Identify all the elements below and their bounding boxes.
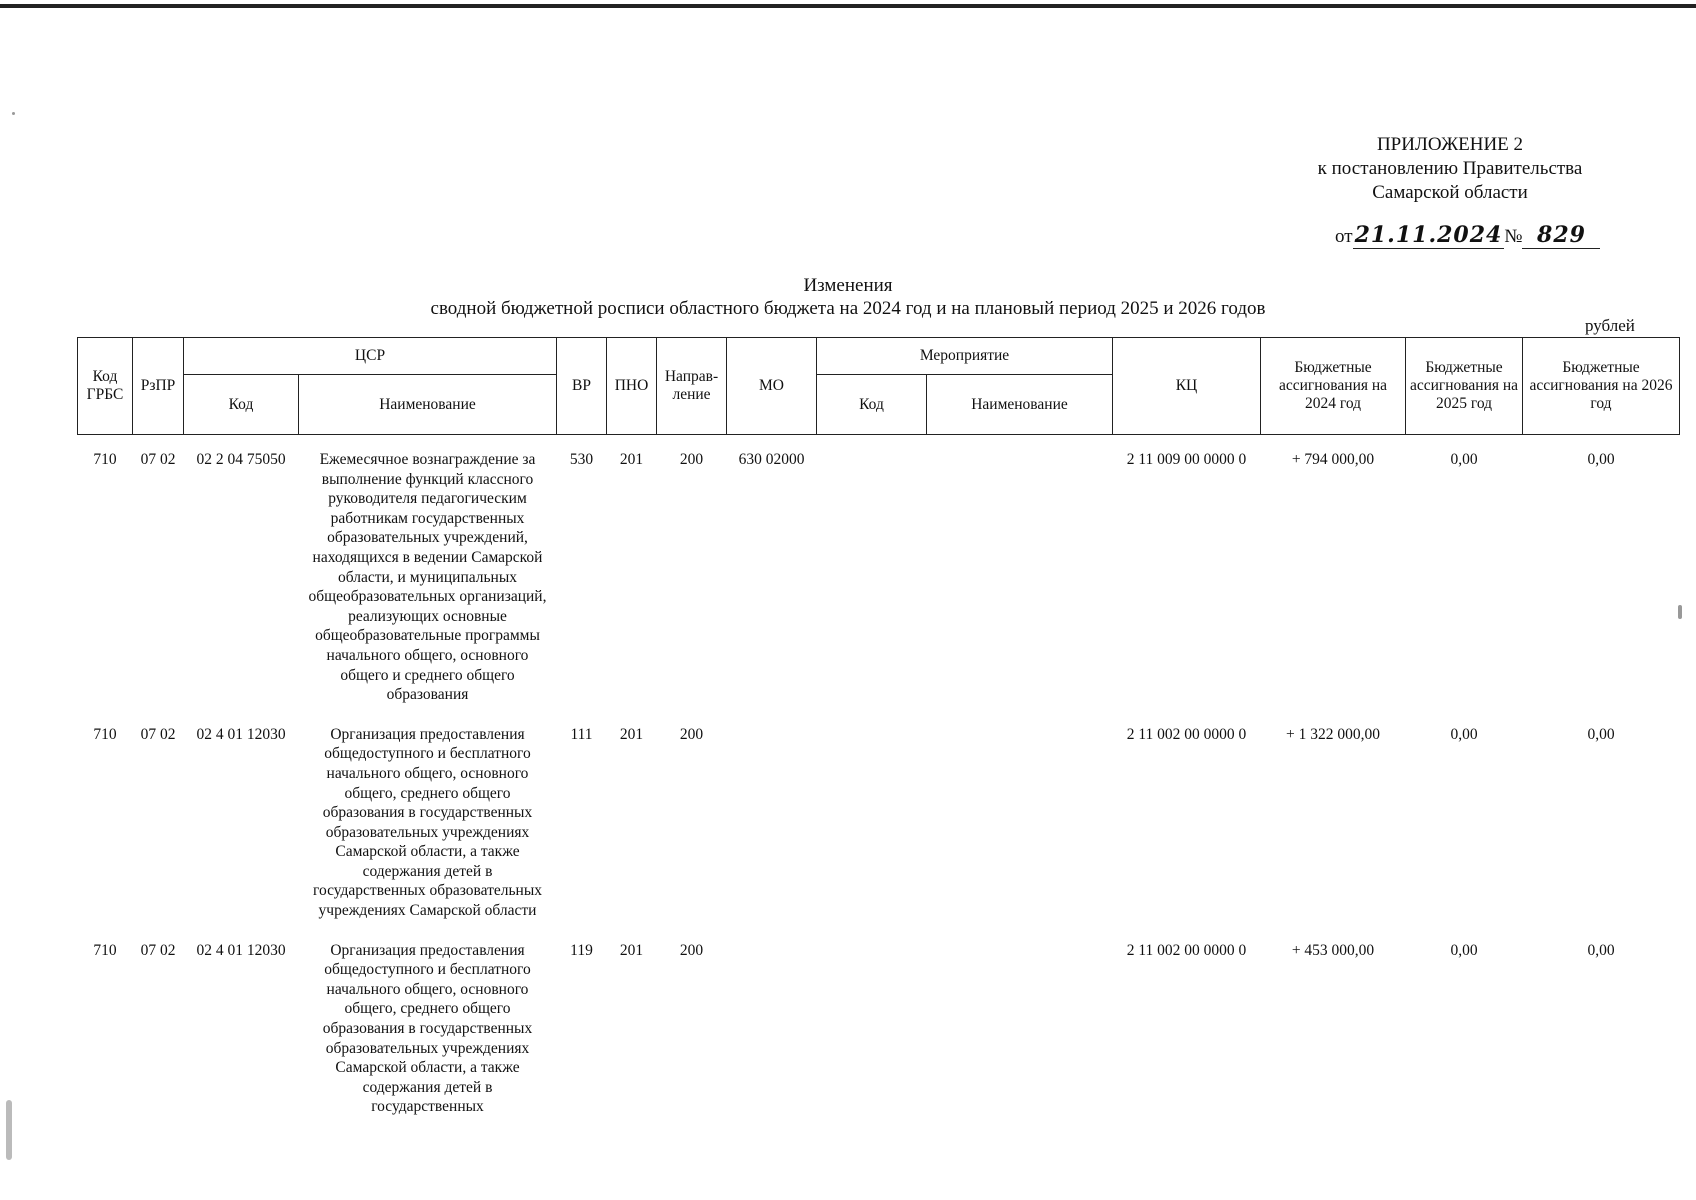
scan-speck: [6, 1100, 12, 1160]
cell-budget-2026: 0,00: [1587, 941, 1615, 959]
col-event-code: Код: [817, 375, 927, 435]
col-direction: Направ-ление: [657, 338, 727, 435]
col-csr-code: Код: [184, 375, 299, 435]
spacer-cell: [78, 705, 1680, 725]
cell-mo: [727, 725, 817, 921]
cell-rzpr: 07 02: [140, 725, 176, 743]
col-budget-2026: Бюджетные ассигнования на 2026 год: [1523, 338, 1680, 435]
spacer-cell: [78, 921, 1680, 941]
spacer-row: [78, 705, 1680, 725]
cell-budget-2025: 0,00: [1450, 725, 1478, 743]
col-grbs: Код ГРБС: [78, 338, 133, 435]
cell-csr-name: Организация предоставления общедоступного и бесплатного начального общего, основного общего, среднего общего образования в государственных образовательных учреждениях Самарской области, а также содержания детей в государственных образовательных учреждениях Самарской области: [312, 725, 543, 920]
col-vr: ВР: [557, 338, 607, 435]
budget-changes-table: [77, 337, 1680, 1117]
cell-rzpr: 07 02: [140, 941, 176, 959]
cell-csr-code: 02 4 01 12030: [196, 725, 286, 743]
cell-grbs: 710: [93, 725, 117, 743]
cell-vr: 119: [570, 941, 593, 959]
cell-budget-2024: + 794 000,00: [1291, 451, 1375, 468]
cell-direction: 200: [679, 725, 704, 743]
units-label: рублей: [1585, 316, 1635, 335]
spacer-row: [78, 921, 1680, 941]
appendix-header: [1290, 133, 1610, 205]
cell-event-code: [817, 941, 927, 1117]
col-kc: КЦ: [1113, 338, 1261, 435]
col-budget-2025: Бюджетные ассигнования на 2025 год: [1406, 338, 1523, 435]
cell-csr-name: Ежемесячное вознаграждение за выполнение функций классного руководителя педагогическим работникам государственных образовательных учреждений, находящихся в ведении Самарской области, и муниципальных общеобразовательных организаций, реализующих основные общеобразовательные программы начального общего, основного общего и среднего общего образования: [308, 451, 547, 704]
cell-budget-2024: + 1 322 000,00: [1286, 725, 1380, 743]
table-row: [78, 725, 1680, 921]
cell-rzpr: 07 02: [140, 451, 176, 468]
cell-event-code: [817, 450, 927, 705]
col-mo: МО: [727, 338, 817, 435]
col-event: Мероприятие: [817, 338, 1113, 375]
col-event-name: Наименование: [927, 375, 1113, 435]
scan-speck: [12, 112, 15, 115]
from-label: от: [1335, 226, 1353, 247]
cell-budget-2025: 0,00: [1450, 451, 1478, 468]
cell-mo: 630 02000: [738, 451, 805, 468]
col-budget-2024: Бюджетные ассигнования на 2024 год: [1261, 338, 1406, 435]
cell-csr-code: 02 4 01 12030: [196, 941, 286, 959]
cell-budget-2024: + 453 000,00: [1291, 941, 1375, 959]
cell-pno: 201: [619, 941, 644, 959]
cell-pno: 201: [619, 451, 644, 468]
cell-mo: [727, 941, 817, 1117]
cell-vr: 111: [570, 725, 593, 743]
cell-event-name: [927, 450, 1113, 705]
appendix-line-1: к постановлению Правительства: [1317, 158, 1583, 179]
cell-csr-name: Организация предоставления общедоступного и бесплатного начального общего, основного общего, среднего общего образования в государственных образовательных учреждениях Самарской области, а также содержания детей в государственных: [322, 941, 533, 1116]
document-title: Изменения: [803, 275, 893, 296]
cell-direction: 200: [679, 451, 704, 468]
cell-budget-2026: 0,00: [1587, 725, 1615, 743]
cell-grbs: 710: [93, 451, 117, 468]
cell-csr-code: 02 2 04 75050: [196, 451, 286, 468]
cell-direction: 200: [679, 941, 704, 959]
cell-budget-2026: 0,00: [1587, 451, 1615, 468]
handwritten-date: 21.11.2024: [1354, 222, 1503, 248]
cell-budget-2025: 0,00: [1450, 941, 1478, 959]
appendix-title: ПРИЛОЖЕНИЕ 2: [1376, 134, 1524, 155]
col-csr: ЦСР: [184, 338, 557, 375]
col-rzpr: РзПР: [133, 338, 184, 435]
col-pno: ПНО: [607, 338, 657, 435]
cell-kc: 2 11 009 00 0000 0: [1126, 451, 1247, 468]
resolution-date-number: [1335, 222, 1600, 249]
appendix-line-2: Самарской области: [1372, 182, 1528, 203]
document-subtitle: сводной бюджетной росписи областного бюджета на 2024 год и на плановый период 2025 и 2026 годов: [430, 298, 1266, 319]
cell-event-name: [927, 941, 1113, 1117]
cell-kc: 2 11 002 00 0000 0: [1126, 725, 1247, 743]
spacer-row: [78, 435, 1680, 451]
handwritten-number: 829: [1522, 222, 1600, 249]
table-header-row: [78, 338, 1680, 375]
cell-grbs: 710: [93, 941, 117, 959]
cell-vr: 530: [569, 451, 594, 468]
col-csr-name: Наименование: [299, 375, 557, 435]
cell-kc: 2 11 002 00 0000 0: [1126, 941, 1247, 959]
cell-event-code: [817, 725, 927, 921]
scan-top-edge: [0, 4, 1696, 8]
cell-event-name: [927, 725, 1113, 921]
cell-pno: 201: [619, 725, 644, 743]
number-label: №: [1504, 226, 1523, 247]
table-row: [78, 941, 1680, 1117]
spacer-cell: [78, 435, 1680, 451]
table-row: [78, 450, 1680, 705]
